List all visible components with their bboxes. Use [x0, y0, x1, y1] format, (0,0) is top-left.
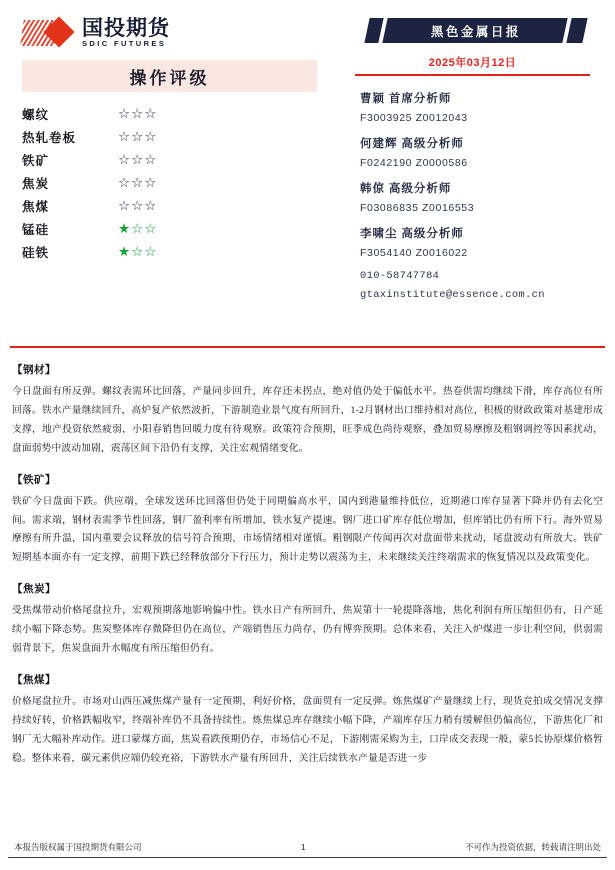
star-empty-icon: ☆	[118, 128, 132, 144]
section-title: 【铁矿】	[12, 474, 56, 486]
star-empty-icon: ☆	[144, 174, 158, 190]
star-empty-icon: ☆	[131, 151, 145, 167]
contact-block	[355, 270, 605, 301]
analyst-entry	[360, 180, 605, 214]
report-title: 黑色金属日报	[430, 24, 521, 39]
star-empty-icon: ☆	[118, 197, 132, 213]
analyst-name: 曹颖 首席分析师	[360, 92, 452, 105]
footer-disclaimer: 不可作为投资依据，转载请注明出处	[464, 842, 601, 852]
star-empty-icon: ☆	[131, 105, 145, 121]
page-footer	[14, 841, 601, 853]
analyst-license-code: F3003925 Z0012043	[360, 111, 468, 124]
report-date: 2025年03月12日	[428, 57, 517, 69]
section-body-text: 铁矿今日盘面下跌。供应端，全球发送环比回落但仍处于同期偏高水平，国内到港量维持低位，近期港口库存显著下降并仍有去化空间。需求端，钢材表需季节性回落，钢厂盈利率有所增加，铁水复产提速。钢厂进口矿库存低位增加，但库销比仍有所下行。海外贸易摩擦有所升温，国内重要会议释放的信号符合预期，市场情绪相对谨慎。粗钢限产传闻再次对盘面带来扰动，尾盘波动有所放大。铁矿短期基本面亦有一定支撑，前期下跌已经释放部分下行压力，预计走势以震荡为主，未来继续关注终端需求的恢复情况以及政策变化。	[12, 495, 603, 564]
footer-page-number: 1	[300, 842, 306, 852]
analyst-list	[355, 90, 605, 259]
rating-row	[22, 171, 317, 194]
rating-title: 操作评级	[129, 68, 210, 88]
report-body	[12, 362, 603, 782]
rating-product-name: 热轧卷板	[22, 130, 77, 145]
report-section	[12, 362, 603, 459]
section-body-text: 价格尾盘拉升。市场对山西压减焦煤产量有一定预期，利好价格，盘面贸有一定反弹。炼焦煤矿产量继续上行，现货竞拍成交情况支撑持续好转，价格跌幅收窄，终端补库仍不具备持续性。炼焦煤总库存继续小幅下降，产端库存压力稍有缓解但仍偏高位，下游焦化厂和钢厂无大幅补库动作。进口蒙煤方面，焦炭看跌预期仍存，市场信心不足，下游刚需采购为主，口岸成交表现一般，蒙5长协原煤价格暂稳。整体来看，碳元素供应端仍较充裕，下游铁水产量有所回升，关注后续铁水产量是否进一步	[12, 695, 603, 764]
analyst-name: 何建辉 高级分析师	[360, 137, 464, 150]
star-empty-icon: ☆	[131, 128, 145, 144]
contact-email: gtaxinstitute@essence.com.cn	[360, 288, 545, 301]
analyst-entry	[360, 90, 605, 124]
rating-row	[22, 102, 317, 125]
rating-stars	[118, 198, 157, 214]
star-empty-icon: ☆	[118, 105, 132, 121]
star-empty-icon: ☆	[131, 197, 145, 213]
footer-copyright: 本报告版权属于国投期货有限公司	[14, 842, 142, 852]
star-empty-icon: ☆	[118, 151, 132, 167]
star-empty-icon: ☆	[131, 174, 145, 190]
analyst-entry	[360, 135, 605, 169]
contact-phone: 010-58747784	[360, 269, 440, 282]
rating-row	[22, 148, 317, 171]
star-filled-icon: ★	[118, 243, 132, 259]
operation-rating-panel	[22, 60, 317, 263]
report-title-banner	[364, 18, 587, 43]
date-underline	[355, 74, 590, 76]
rating-title-bar	[22, 60, 317, 92]
footer-divider	[8, 857, 607, 859]
rating-row	[22, 125, 317, 148]
rating-product-name: 焦炭	[22, 176, 50, 191]
report-section	[12, 472, 603, 569]
section-body-text: 今日盘面有所反弹。螺纹表需环比回落，产量同步回升，库存还未拐点，绝对值仍处于偏低水平。热卷供需均继续下滑，库存高位有所回落。铁水产量继续回升，高炉复产依然波折，下游制造业景气度有所回升，1-2月钢材出口维持相对高位，积极的财政政策对基建形成支撑，地产投资依然疲弱，小阳春销售回暖力度有待观察。政策符合预期，旺季成色尚待观察，叠加贸易摩擦及粗钢调控等因素扰动，盘面弱势中波动加剧，震荡区间下沿仍有支撑，关注宏观情绪变化。	[12, 386, 603, 454]
star-empty-icon: ☆	[144, 151, 158, 167]
logo-diamond-icon	[22, 18, 76, 48]
analyst-name: 韩倞 高级分析师	[360, 182, 452, 195]
rating-row	[22, 240, 317, 263]
rating-product-name: 硅铁	[22, 245, 50, 260]
rating-row	[22, 194, 317, 217]
report-section	[12, 672, 603, 769]
rating-stars	[118, 175, 157, 191]
analyst-entry	[360, 225, 605, 259]
rating-stars	[118, 152, 157, 168]
star-empty-icon: ☆	[131, 243, 145, 259]
section-body-text: 受焦煤带动价格尾盘拉升，宏观预期落地影响偏中性。铁水日产有所回升，焦炭第十一轮提降落地，焦化利润有所压缩但仍有，日产延续小幅下降态势。焦炭整体库存微降但仍在高位，产端销售压力尚存，仍有博弈预期。总体来看，关注入炉煤进一步让利空间，供弱需弱背景下，焦炭盘面升水幅度有所压缩但仍有。	[12, 605, 603, 655]
report-info-panel	[355, 18, 605, 308]
logo-name-cn: 国投期货	[82, 17, 170, 41]
star-empty-icon: ☆	[144, 243, 158, 259]
section-title: 【钢材】	[12, 365, 56, 376]
banner-right-tick	[562, 18, 571, 43]
logo-text	[82, 18, 170, 48]
analyst-license-code: F03086835 Z0016553	[360, 201, 475, 214]
star-filled-icon: ★	[118, 220, 132, 236]
section-title: 【焦炭】	[12, 584, 56, 596]
star-empty-icon: ☆	[144, 105, 158, 121]
star-empty-icon: ☆	[144, 220, 158, 236]
banner-left-tick	[378, 18, 387, 43]
report-section	[12, 581, 603, 659]
rating-product-name: 螺纹	[22, 107, 50, 122]
analyst-license-code: F3054140 Z0016022	[360, 246, 468, 259]
report-header	[0, 0, 615, 352]
rating-product-name: 铁矿	[22, 153, 50, 168]
rating-product-name: 焦煤	[22, 199, 50, 214]
rating-rows	[22, 102, 317, 263]
report-date-line	[355, 53, 590, 76]
rating-stars	[118, 244, 157, 260]
section-title: 【焦煤】	[12, 674, 56, 686]
rating-stars	[118, 221, 157, 237]
rating-stars	[118, 106, 157, 122]
star-empty-icon: ☆	[144, 197, 158, 213]
logo-name-en: SDIC FUTURES	[82, 39, 167, 49]
header-divider	[10, 346, 605, 348]
star-empty-icon: ☆	[118, 174, 132, 190]
star-empty-icon: ☆	[131, 220, 145, 236]
star-empty-icon: ☆	[144, 128, 158, 144]
analyst-license-code: F0242190 Z0000586	[360, 156, 468, 169]
rating-product-name: 锰硅	[22, 222, 50, 237]
analyst-name: 李啸尘 高级分析师	[360, 227, 464, 240]
company-logo	[22, 18, 170, 48]
rating-row	[22, 217, 317, 240]
rating-stars	[118, 129, 157, 145]
